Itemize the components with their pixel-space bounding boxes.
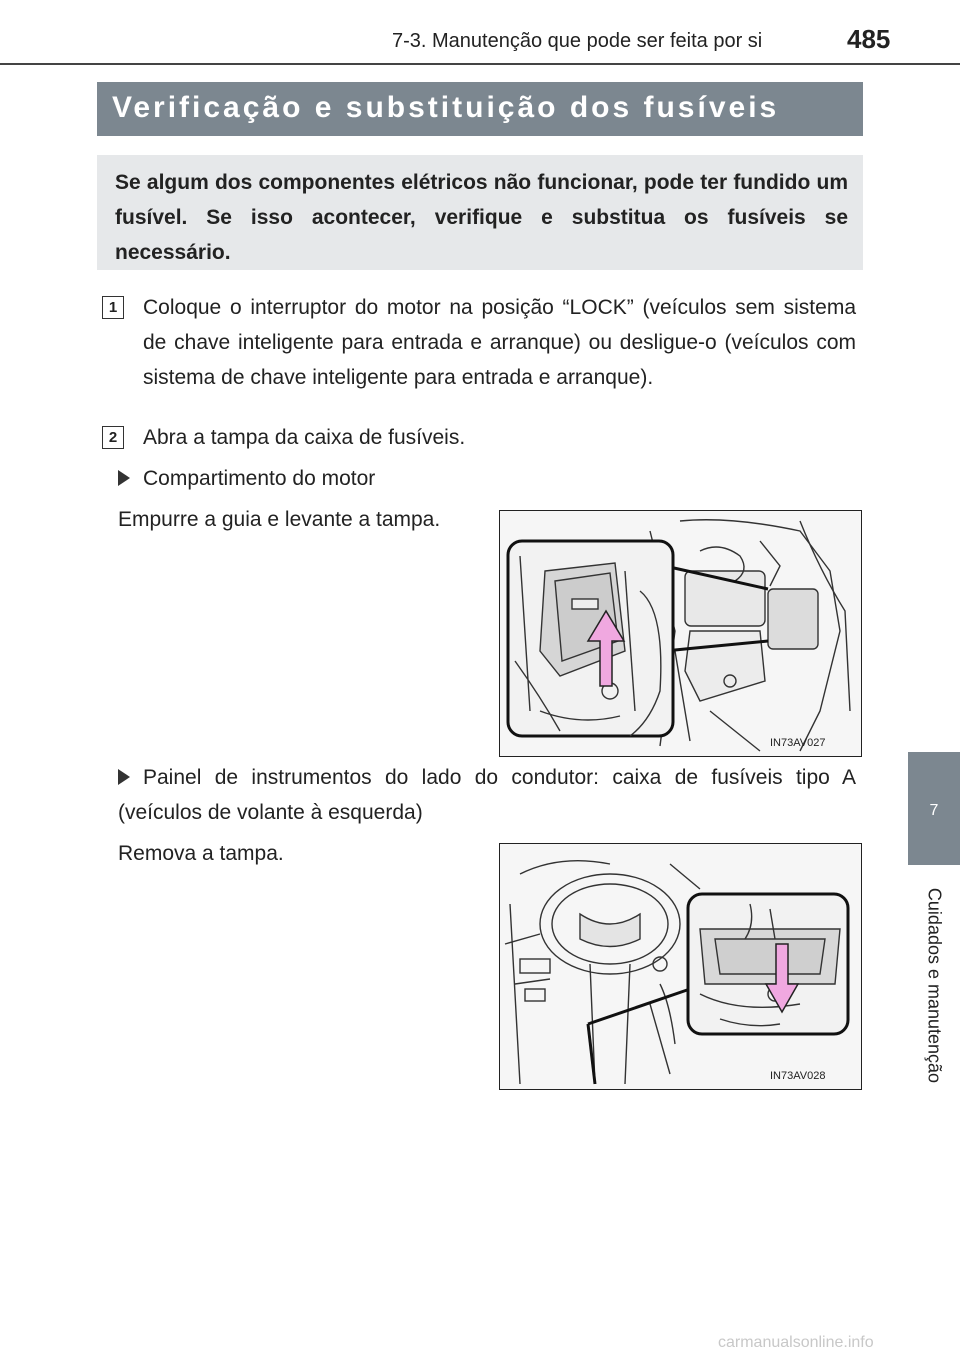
bullet-arrow-icon <box>118 470 130 486</box>
step-text-2: Abra a tampa da caixa de fusíveis. <box>143 426 466 449</box>
step-number-1: 1 <box>102 296 124 319</box>
step-number-2: 2 <box>102 426 124 449</box>
bullet-description-instrument-panel: Remova a tampa. <box>118 842 284 865</box>
figure-engine-compartment <box>499 510 862 757</box>
chapter-tab-number: 7 <box>929 802 939 819</box>
bullet-heading-engine: Compartimento do motor <box>143 467 376 490</box>
bullet-heading-instrument-panel: Painel de instrumentos do lado do condutor: caixa de fusíveis tipo A (veículos de volante à esquerda) <box>118 766 856 824</box>
figure-code-2: IN73AV028 <box>770 1070 826 1082</box>
page-title: Verificação e substituição dos fusíveis <box>112 91 780 124</box>
step-text-1: Coloque o interruptor do motor na posição “LOCK” (veículos sem sistema de chave inteligente para entrada e arranque) ou desligue-o (veículos com sistema de chave inteligente para entrada e arranque). <box>143 296 856 389</box>
chapter-tab-label: Cuidados e manutenção <box>924 887 945 1084</box>
page-number: 485 <box>847 24 891 54</box>
instrument-panel-illustration <box>500 844 861 1089</box>
intro-text: Se algum dos componentes elétricos não funcionar, pode ter fundido um fusível. Se isso acontecer, verifique e substitua os fusíveis se necessário. <box>115 171 848 264</box>
figure-code-1: IN73AV027 <box>770 737 826 749</box>
header-rule <box>0 63 960 65</box>
running-header-section: 7-3. Manutenção que pode ser feita por si <box>392 30 763 52</box>
watermark-text: carmanualsonline.info <box>718 1334 874 1351</box>
bullet-description-engine: Empurre a guia e levante a tampa. <box>118 508 441 531</box>
engine-compartment-illustration <box>500 511 861 756</box>
figure-instrument-panel <box>499 843 862 1090</box>
